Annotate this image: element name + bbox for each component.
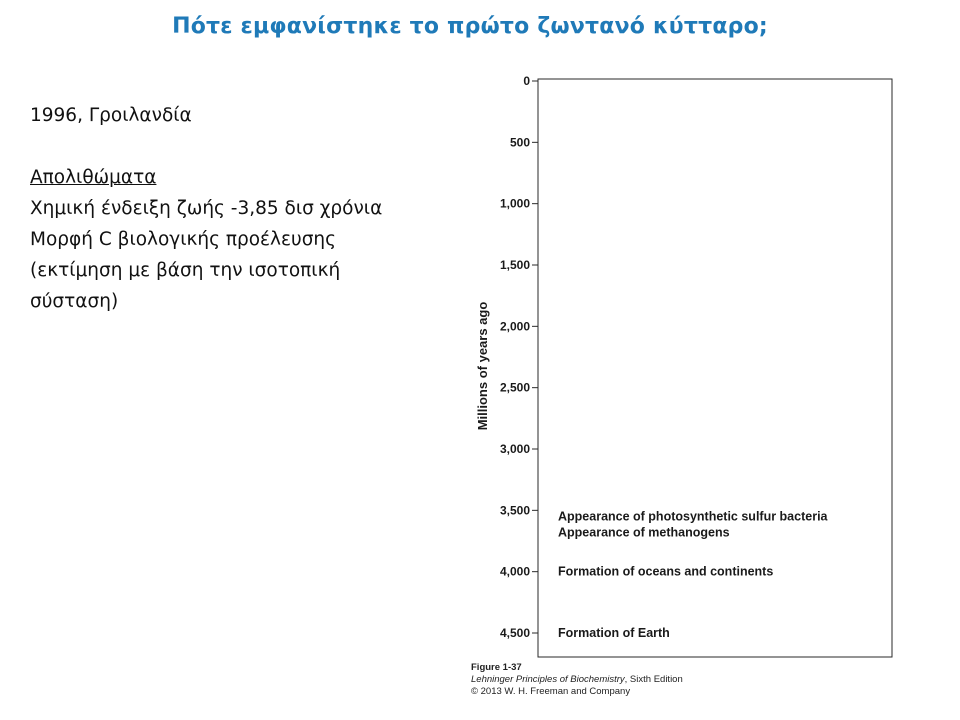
- tick-label-8: 4,000: [499, 564, 530, 579]
- tick-label-7: 3,500: [499, 503, 530, 518]
- tick-label-3: 1,500: [499, 258, 530, 272]
- y-axis-title: Millions of years ago: [475, 301, 490, 431]
- event-label-3: Formation of Earth: [558, 626, 670, 640]
- text-line-date-place: 1996, Γροιλανδία: [30, 105, 192, 126]
- tick-label-0: 0: [523, 74, 530, 88]
- text-line-carbon-form: Μορφή C βιολογικής προέλευσης: [30, 229, 337, 250]
- figure-copyright: © 2013 W. H. Freeman and Company: [471, 686, 631, 697]
- event-label-0: Appearance of photosynthetic sulfur bacteria: [558, 509, 828, 524]
- figure-source: [471, 674, 683, 686]
- figure-credits: [471, 662, 683, 698]
- tick-label-1: 500: [509, 135, 530, 150]
- book-edition: , Sixth Edition: [624, 674, 683, 685]
- page-title: Πότε εμφανίστηκε το πρώτο ζωντανό κύτταρο;: [172, 14, 768, 39]
- book-title: Lehninger Principles of Biochemistry: [471, 674, 625, 685]
- tick-label-4: 2,000: [499, 319, 530, 334]
- figure-number: Figure 1-37: [471, 662, 522, 673]
- tick-label-9: 4,500: [499, 626, 530, 640]
- tick-layer: [500, 74, 538, 640]
- tick-label-2: 1,000: [499, 196, 530, 211]
- tick-label-5: 2,500: [499, 380, 530, 395]
- text-line-chemical-evidence: Χημική ένδειξη ζωής -3,85 δισ χρόνια: [30, 198, 383, 219]
- text-line-composition: σύσταση): [30, 291, 119, 312]
- event-label-1: Appearance of methanogens: [558, 525, 730, 540]
- tick-label-6: 3,000: [499, 442, 530, 456]
- text-line-estimation: (εκτίμηση με βάση την ισοτοπική: [30, 260, 341, 281]
- text-heading-fossils: Απολιθώματα: [30, 167, 157, 188]
- event-label-2: Formation of oceans and continents: [558, 564, 774, 579]
